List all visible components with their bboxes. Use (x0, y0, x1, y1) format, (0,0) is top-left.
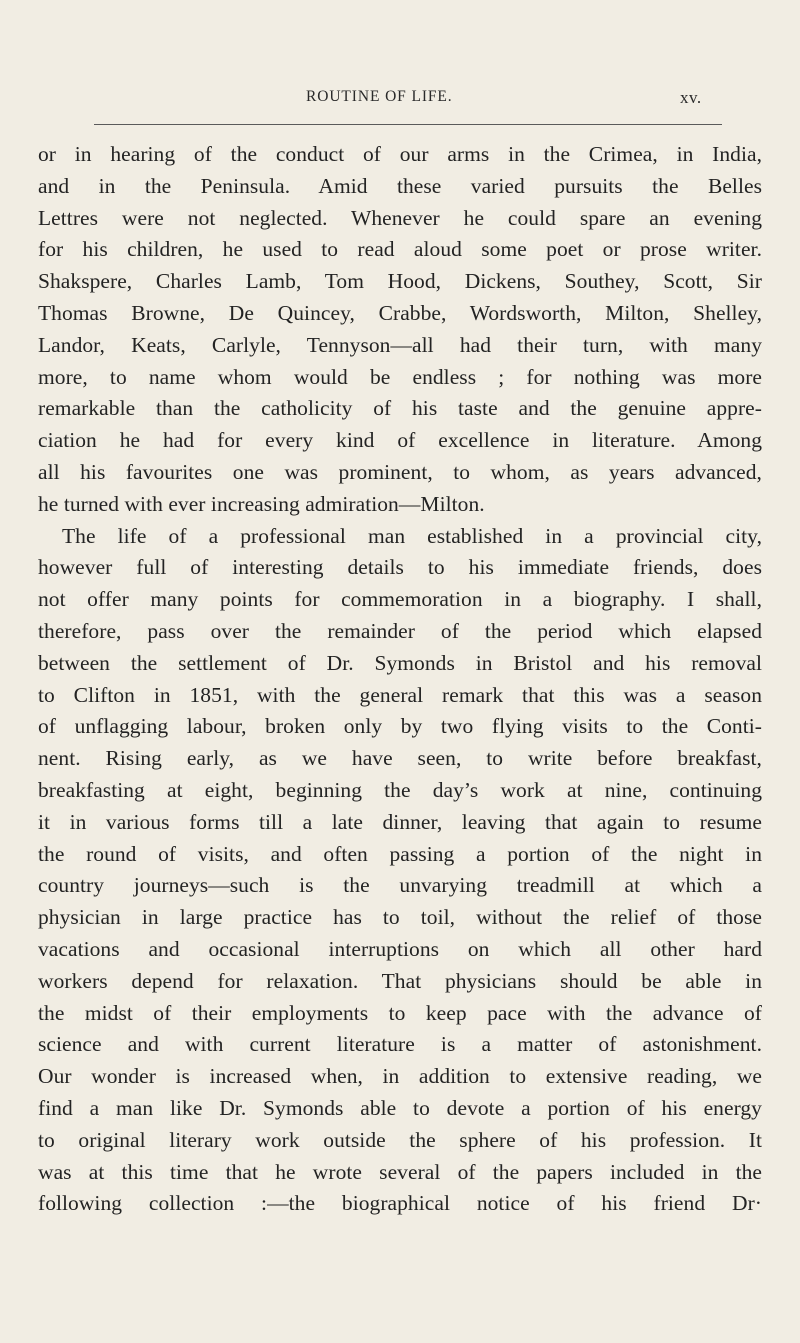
text-line: was at this time that he wrote several of the papers included in the (38, 1159, 762, 1184)
text-line: and in the Peninsula. Amid these varied pursuits the Belles (38, 173, 762, 198)
text-line: Shakspere, Charles Lamb, Tom Hood, Dickens, Southey, Scott, Sir (38, 269, 762, 294)
text-line: therefore, pass over the remainder of the period which elapsed (38, 618, 762, 643)
text-line: however full of interesting details to his immediate friends, does (38, 555, 762, 580)
text-line: he turned with ever increasing admiration—Milton. (38, 491, 485, 516)
text-line: Landor, Keats, Carlyle, Tennyson—all had their turn, with many (38, 332, 762, 357)
text-line: nent. Rising early, as we have seen, to write before breakfast, (38, 746, 762, 771)
text-line: remarkable than the catholicity of his taste and the genuine appre- (38, 396, 762, 421)
text-line: more, to name whom would be endless ; for nothing was more (38, 364, 762, 389)
text-line: or in hearing of the conduct of our arms in the Crimea, in India, (38, 142, 762, 166)
text-line: the round of visits, and often passing a portion of the night in (38, 841, 762, 866)
text-line: for his children, he used to read aloud some poet or prose writer. (38, 237, 762, 262)
text-line: of unflagging labour, broken only by two flying visits to the Conti- (38, 714, 762, 739)
text-line: workers depend for relaxation. That physicians should be able in (38, 968, 762, 993)
text-line: Thomas Browne, De Quincey, Crabbe, Wordsworth, Milton, Shelley, (38, 300, 762, 325)
paragraph (38, 521, 762, 1221)
text-line: find a man like Dr. Symonds able to devote a portion of his energy (38, 1095, 762, 1120)
running-title: ROUTINE OF LIFE. (306, 88, 453, 105)
text-line: physician in large practice has to toil, without the relief of those (38, 905, 762, 930)
paragraph (38, 139, 762, 521)
text-line: Lettres were not neglected. Whenever he could spare an evening (38, 205, 762, 230)
text-line: to Clifton in 1851, with the general remark that this was a season (38, 682, 762, 707)
text-line: following collection :—the biographical notice of his friend Dr· (38, 1191, 762, 1216)
text-line: the midst of their employments to keep pace with the advance of (38, 1000, 762, 1025)
text-line: breakfasting at eight, beginning the day’s work at nine, continuing (38, 777, 762, 802)
text-line: all his favourites one was prominent, to whom, as years advanced, (38, 459, 762, 484)
text-line: vacations and occasional interruptions on which all other hard (38, 936, 762, 961)
text-line: to original literary work outside the sphere of his profession. It (38, 1127, 762, 1152)
header-rule (94, 124, 722, 125)
text-line: Our wonder is increased when, in addition to extensive reading, we (38, 1064, 762, 1089)
page-number: xv. (680, 88, 702, 107)
text-line: not offer many points for commemoration in a biography. I shall, (38, 587, 762, 612)
text-line: it in various forms till a late dinner, leaving that again to resume (38, 809, 762, 834)
text-line: country journeys—such is the unvarying treadmill at which a (38, 873, 762, 898)
text-line: between the settlement of Dr. Symonds in Bristol and his removal (38, 650, 762, 675)
text-line: ciation he had for every kind of excellence in literature. Among (38, 428, 762, 453)
body-text (38, 139, 762, 1220)
text-line: The life of a professional man established in a provincial city, (62, 523, 762, 548)
text-line: science and with current literature is a matter of astonishment. (38, 1032, 762, 1057)
